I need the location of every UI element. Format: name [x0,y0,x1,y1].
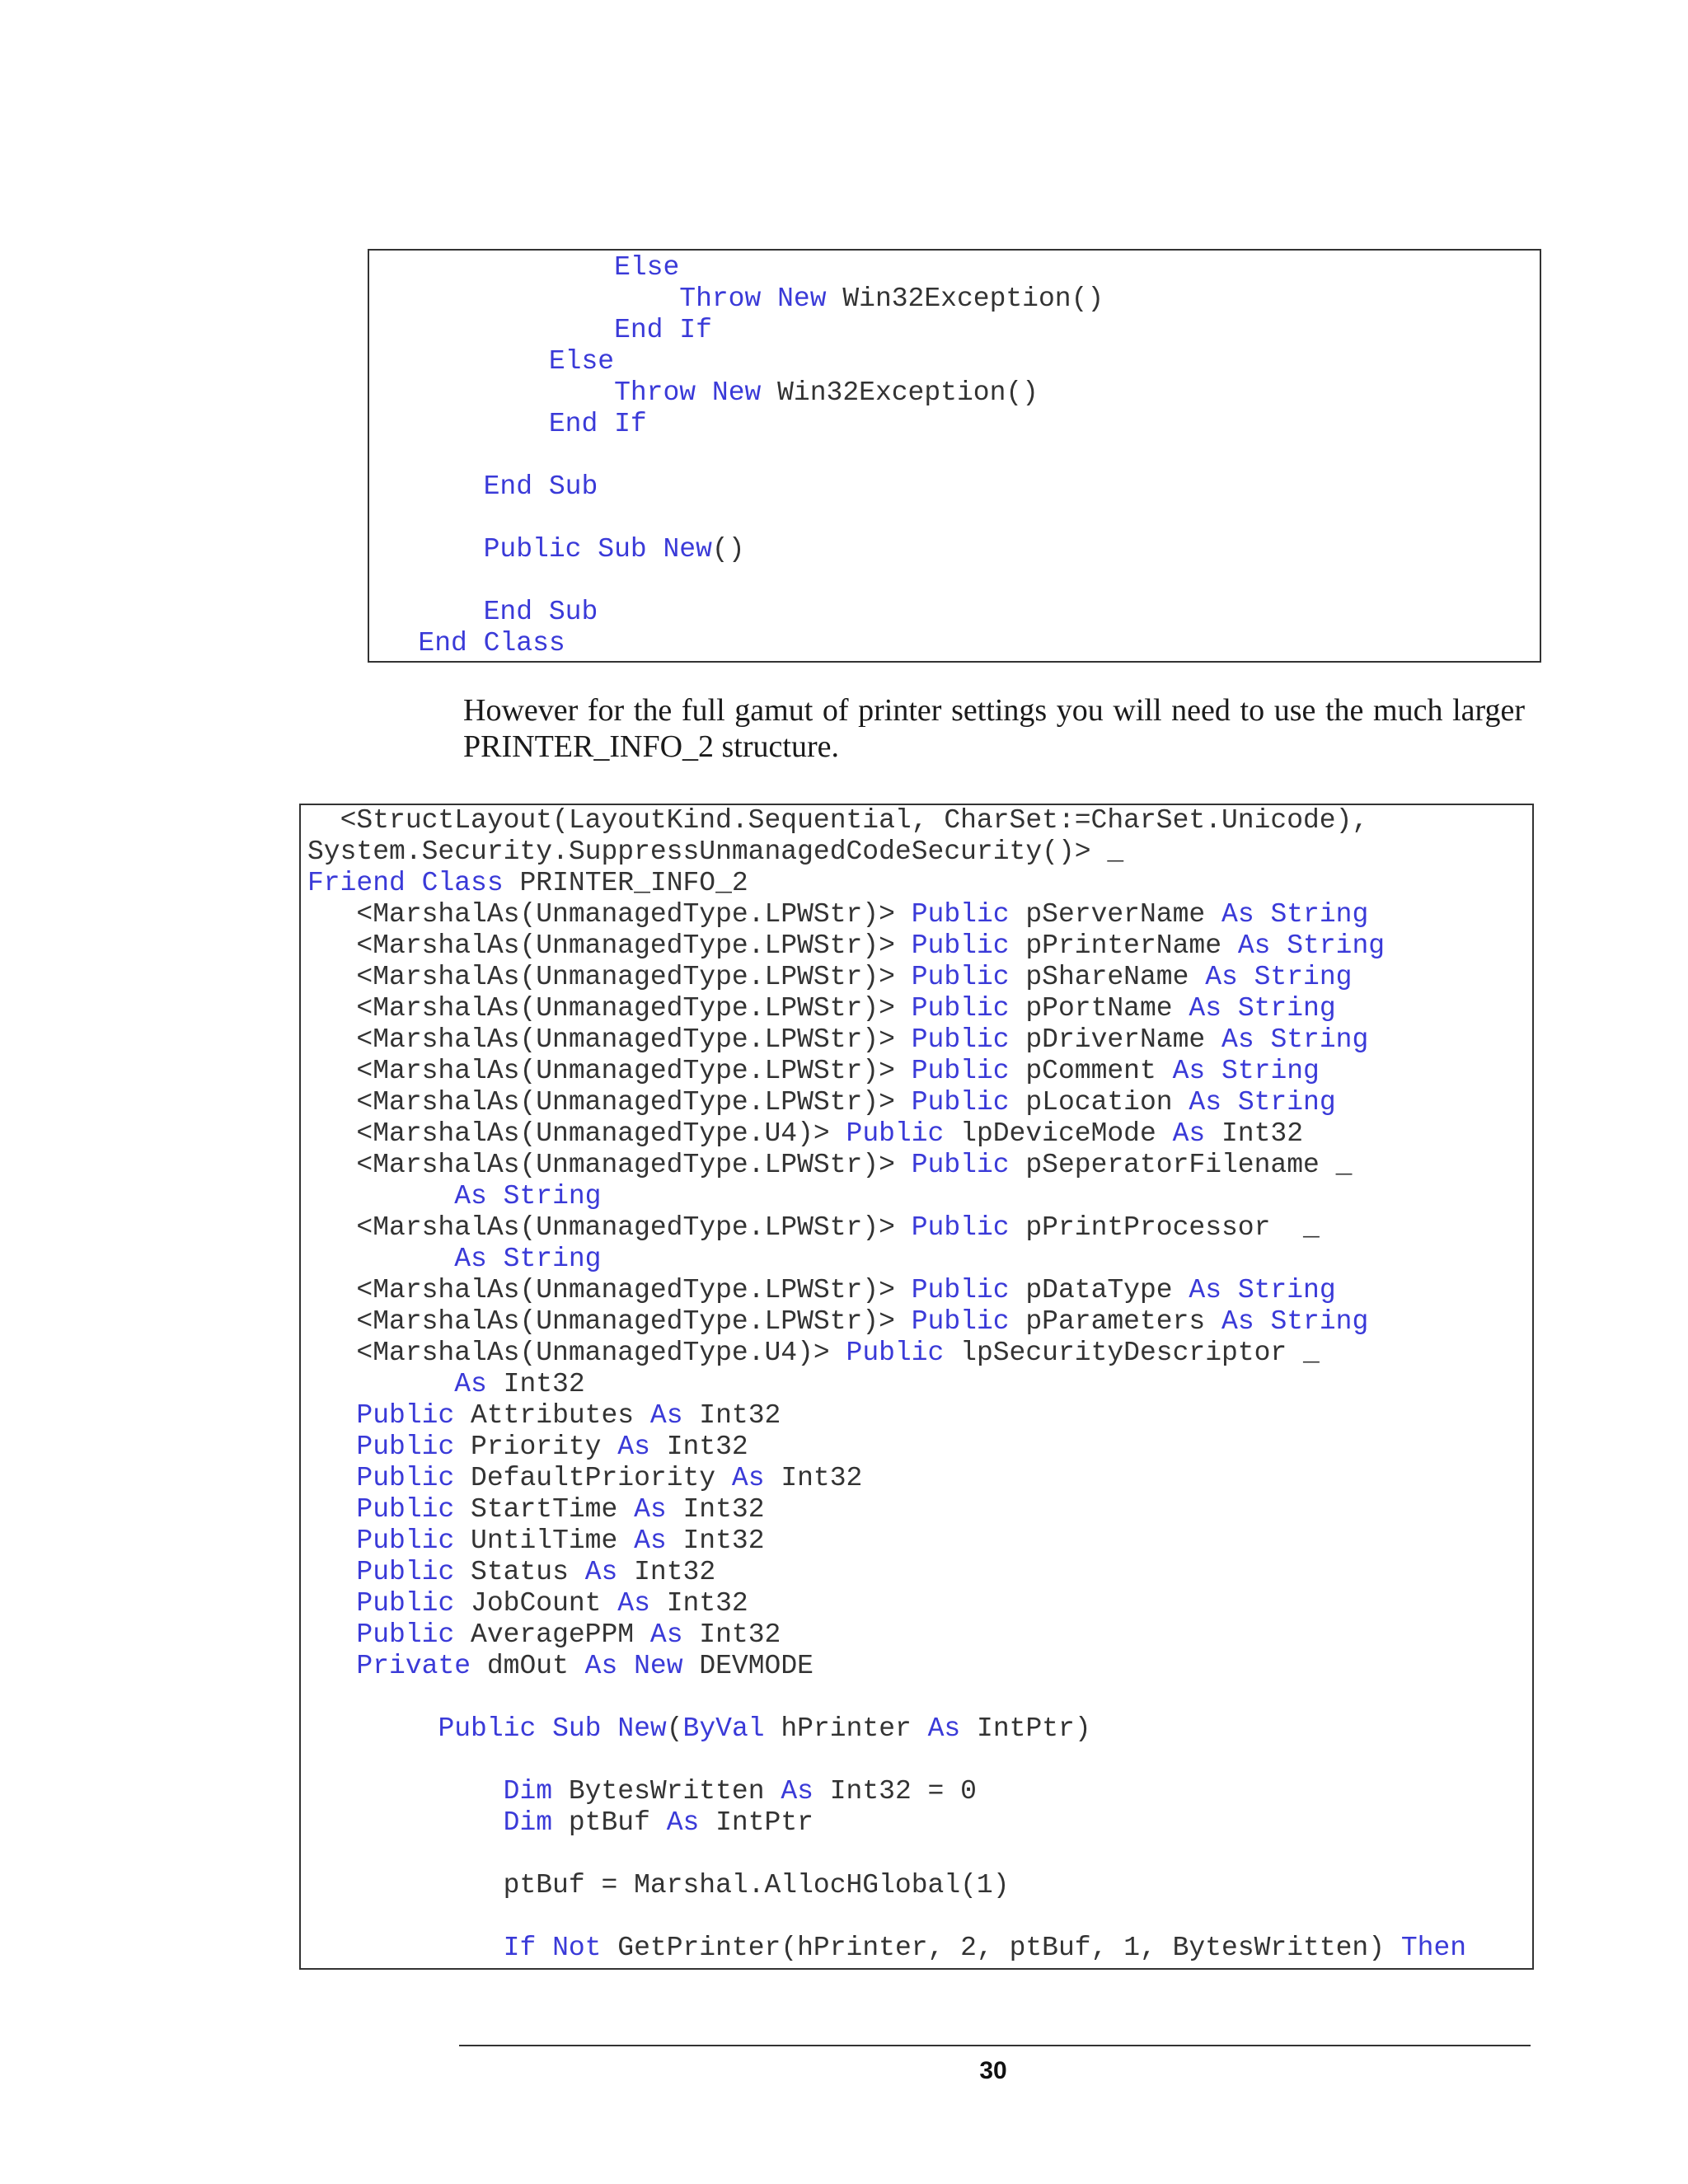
code-keyword: Then [1400,1933,1467,1963]
code-keyword: As [1221,1024,1254,1055]
code-text: <MarshalAs(UnmanagedType.LPWStr)> [307,962,912,992]
code-text: IntPtr [699,1807,814,1838]
code-keyword: Dim [503,1807,553,1838]
code-text [536,1713,552,1744]
code-line [307,1588,1466,1619]
code-keyword: String [1237,1087,1336,1118]
code-keyword: Sub [598,534,647,565]
code-keyword: Class [483,628,565,658]
code-text: Priority [454,1432,618,1462]
code-line [369,346,1104,377]
code-text [1221,1275,1238,1305]
code-keyword: End [483,597,533,627]
code-keyword: As [1237,930,1271,961]
code-line [307,993,1466,1024]
code-text: Attributes [454,1400,650,1431]
code-text [307,1933,504,1963]
code-text: () [711,534,745,565]
code-text: <MarshalAs(UnmanagedType.LPWStr)> [307,930,912,961]
code-text [307,1807,504,1838]
code-text [307,1244,454,1274]
code-block-1 [368,249,1541,663]
code-text: GetPrinter(hPrinter, 2, ptBuf, 1, BytesWritten) [601,1933,1401,1963]
code-text [307,1463,356,1493]
code-text [307,1400,356,1431]
code-text [532,597,549,627]
code-keyword: String [1221,1056,1320,1086]
page-number: 30 [979,2057,1007,2084]
code-text: ptBuf [552,1807,667,1838]
code-keyword: Public [438,1713,537,1744]
code-text: Int32 [666,1526,765,1556]
code-line [369,628,1104,659]
code-text: AveragePPM [454,1619,650,1650]
code-line [369,565,1104,597]
code-text [663,315,679,345]
code-keyword: String [1270,1306,1369,1337]
code-text: pDriverName [1009,1024,1222,1055]
code-keyword: As [617,1432,650,1462]
code-text: hPrinter [764,1713,928,1744]
code-keyword: String [1270,1024,1369,1055]
code-keyword: Sub [548,597,598,627]
code-text: Win32Exception() [761,377,1039,408]
code-text: IntPtr) [960,1713,1091,1744]
code-text: pShareName [1009,962,1206,992]
code-line [307,1651,1466,1682]
code-line [307,1839,1466,1870]
code-text: <MarshalAs(UnmanagedType.LPWStr)> [307,1087,912,1118]
code-line [307,1526,1466,1557]
code-text: pParameters [1009,1306,1222,1337]
code-text: PRINTER_INFO_2 [503,868,748,898]
code-line [307,1619,1466,1651]
code-keyword: String [1237,993,1336,1024]
code-keyword: Public [911,993,1010,1024]
code-line [307,1432,1466,1463]
code-keyword: Public [483,534,582,565]
code-block-2 [299,804,1534,1970]
code-keyword: If [614,409,647,439]
code-keyword: String [1254,962,1353,992]
code-text [487,1181,504,1212]
code-line [307,1807,1466,1839]
code-line [369,377,1104,409]
code-line [369,252,1104,284]
code-text [598,409,614,439]
code-keyword: As [617,1588,650,1619]
code-text [307,1557,356,1587]
code-keyword: Public [356,1588,455,1619]
code-keyword: As [1189,1275,1222,1305]
code-keyword: Public [911,1275,1010,1305]
code-text: Int32 [682,1400,781,1431]
code-keyword: As [1205,962,1238,992]
code-text: lpDeviceMode [944,1118,1173,1149]
code-text [307,1181,454,1212]
code-keyword: End [418,628,467,658]
code-text: <StructLayout(LayoutKind.Sequential, CharSet:=CharSet.Unicode), [307,805,1369,836]
code-line [307,1024,1466,1056]
code-text [369,252,614,283]
code-text [307,1526,356,1556]
code-keyword: As [454,1244,487,1274]
code-text [369,284,679,314]
code-keyword: Public [356,1463,455,1493]
code-keyword: Public [911,1150,1010,1180]
code-keyword: As [584,1651,618,1681]
code-keyword: If [503,1933,537,1963]
code-keyword: Sub [548,471,598,502]
code-keyword: Private [356,1651,471,1681]
code-text: <MarshalAs(UnmanagedType.LPWStr)> [307,1212,912,1243]
code-keyword: As [634,1494,667,1525]
code-text [307,1619,356,1650]
code-line [307,1087,1466,1118]
code-text [647,534,663,565]
code-line [307,1463,1466,1494]
code-text: pPrinterName [1009,930,1238,961]
code-keyword: Class [421,868,504,898]
code-line [307,1369,1466,1400]
code-text: pServerName [1009,899,1222,930]
code-text [1254,1024,1271,1055]
code-line [307,962,1466,993]
code-keyword: End [483,471,533,502]
code-text: pDataType [1009,1275,1189,1305]
code-line [307,837,1466,868]
code-keyword: As [1172,1118,1206,1149]
code-text: UntilTime [454,1526,635,1556]
code-text [369,628,418,658]
code-keyword: If [679,315,712,345]
code-text [307,1651,356,1681]
code-keyword: String [1287,930,1386,961]
code-keyword: Throw [679,284,762,314]
code-line [307,1056,1466,1087]
code-keyword: Public [911,1024,1010,1055]
code-text: Int32 [764,1463,863,1493]
code-text [487,1244,504,1274]
code-line [307,930,1466,962]
code-keyword: Public [911,962,1010,992]
code-text [761,284,777,314]
code-keyword: Dim [503,1776,553,1807]
code-text: StartTime [454,1494,635,1525]
code-keyword: Public [911,1212,1010,1243]
code-keyword: New [663,534,712,565]
code-text: <MarshalAs(UnmanagedType.LPWStr)> [307,1024,912,1055]
code-text: <MarshalAs(UnmanagedType.LPWStr)> [307,1275,912,1305]
code-text: Int32 [486,1369,585,1399]
code-line [369,284,1104,315]
code-keyword: New [634,1651,683,1681]
code-keyword: As [454,1369,487,1399]
code-line [307,1338,1466,1369]
code-line [307,1494,1466,1526]
code-keyword: String [1270,899,1369,930]
code-keyword: Not [552,1933,602,1963]
code-text: System.Security.SuppressUnmanagedCodeSecurity()> _ [307,837,1124,867]
code-text: pPrintProcessor _ [1009,1212,1320,1243]
code-text: Status [454,1557,585,1587]
code-text [369,471,484,502]
code-keyword: New [617,1713,667,1744]
code-listing-1 [369,252,1104,659]
code-text [307,1369,454,1399]
code-line [307,1557,1466,1588]
code-keyword: As [666,1807,700,1838]
code-text: Int32 [617,1557,716,1587]
code-keyword: Friend [307,868,406,898]
code-text [696,377,712,408]
code-text [307,1432,356,1462]
code-keyword: Public [356,1526,455,1556]
code-text: pPortName [1009,993,1189,1024]
code-text: BytesWritten [552,1776,781,1807]
footer-divider [459,2045,1531,2046]
code-text: DefaultPriority [454,1463,732,1493]
code-line [307,1745,1466,1776]
code-text [307,1588,356,1619]
code-keyword: Public [911,899,1010,930]
code-line [307,1870,1466,1901]
code-text: Int32 = 0 [813,1776,977,1807]
code-text: Int32 [649,1432,748,1462]
code-keyword: String [503,1181,602,1212]
code-text: DEVMODE [682,1651,814,1681]
code-keyword: Public [911,1056,1010,1086]
code-text: Win32Exception() [826,284,1104,314]
code-text [307,1713,438,1744]
code-line [307,1776,1466,1807]
code-text [369,377,614,408]
code-text: pSeperatorFilename _ [1009,1150,1353,1180]
code-keyword: Throw [614,377,696,408]
code-keyword: Sub [552,1713,602,1744]
code-keyword: String [503,1244,602,1274]
code-keyword: Public [846,1338,945,1368]
code-line [369,409,1104,440]
code-text: JobCount [454,1588,618,1619]
code-line [369,597,1104,628]
code-line [307,868,1466,899]
code-line [307,805,1466,837]
code-keyword: End [614,315,663,345]
code-text [1270,930,1287,961]
code-text: ( [666,1713,683,1744]
code-keyword: New [777,284,827,314]
body-paragraph: However for the full gamut of printer settings you will need to use the much larger PRINTER_INFO_2 structure. [463,693,1525,764]
code-keyword: Public [911,1087,1010,1118]
code-text [369,315,614,345]
code-keyword: As [1221,1306,1254,1337]
code-line [307,1933,1466,1964]
code-text: <MarshalAs(UnmanagedType.U4)> [307,1338,846,1368]
code-text [369,534,484,565]
code-text [1254,899,1271,930]
code-text [617,1651,634,1681]
code-line [369,440,1104,471]
code-text [406,868,422,898]
code-line [369,503,1104,534]
code-text [1221,1087,1238,1118]
code-text: <MarshalAs(UnmanagedType.LPWStr)> [307,899,912,930]
code-text: ptBuf = Marshal.AllocHGlobal(1) [307,1870,1010,1900]
code-line [307,1306,1466,1338]
code-keyword: Public [846,1118,945,1149]
code-text [1254,1306,1271,1337]
code-keyword: End [548,409,598,439]
code-line [307,1713,1466,1745]
code-keyword: As [649,1400,683,1431]
code-text: Int32 [666,1494,765,1525]
code-keyword: As [1189,993,1222,1024]
code-line [307,1400,1466,1432]
code-text: Int32 [1205,1118,1304,1149]
code-text [369,409,549,439]
code-line [307,1212,1466,1244]
code-line [307,1150,1466,1181]
code-keyword: Public [356,1494,455,1525]
code-text [1221,993,1238,1024]
code-text: <MarshalAs(UnmanagedType.LPWStr)> [307,1056,912,1086]
code-keyword: As [634,1526,667,1556]
code-text [536,1933,552,1963]
code-text: Int32 [649,1588,748,1619]
code-text [532,471,549,502]
code-keyword: Else [548,346,615,377]
code-keyword: As [731,1463,765,1493]
code-keyword: Public [356,1432,455,1462]
code-text [581,534,598,565]
code-line [307,899,1466,930]
code-keyword: As [454,1181,487,1212]
code-text [307,1776,504,1807]
code-line [369,471,1104,503]
code-text [369,597,484,627]
code-keyword: New [711,377,762,408]
code-keyword: As [1172,1056,1206,1086]
code-text: dmOut [471,1651,585,1681]
code-line [307,1244,1466,1275]
code-text: pComment [1009,1056,1173,1086]
code-text: <MarshalAs(UnmanagedType.LPWStr)> [307,993,912,1024]
code-line [307,1118,1466,1150]
code-keyword: Public [356,1557,455,1587]
code-text: Int32 [682,1619,781,1650]
code-keyword: Public [356,1400,455,1431]
code-text [1205,1056,1221,1086]
code-keyword: Else [614,252,680,283]
code-line [307,1181,1466,1212]
code-text [602,1713,618,1744]
code-keyword: Public [911,1306,1010,1337]
code-keyword: As [584,1557,618,1587]
code-keyword: Public [911,930,1010,961]
code-keyword: As [927,1713,961,1744]
code-text: lpSecurityDescriptor _ [944,1338,1320,1368]
code-listing-2 [307,805,1466,1964]
code-keyword: Public [356,1619,455,1650]
code-keyword: As [1221,899,1254,930]
code-text: pLocation [1009,1087,1189,1118]
code-keyword: As [781,1776,814,1807]
code-keyword: ByVal [682,1713,765,1744]
code-text: <MarshalAs(UnmanagedType.LPWStr)> [307,1306,912,1337]
code-keyword: String [1237,1275,1336,1305]
code-line [369,534,1104,565]
code-text [369,346,549,377]
code-text: <MarshalAs(UnmanagedType.LPWStr)> [307,1150,912,1180]
code-text [1238,962,1254,992]
code-text [307,1494,356,1525]
code-line [307,1275,1466,1306]
code-text: <MarshalAs(UnmanagedType.U4)> [307,1118,846,1149]
code-line [307,1682,1466,1713]
code-text [467,628,484,658]
code-line [369,315,1104,346]
code-line [307,1901,1466,1933]
code-keyword: As [649,1619,683,1650]
code-keyword: As [1189,1087,1222,1118]
